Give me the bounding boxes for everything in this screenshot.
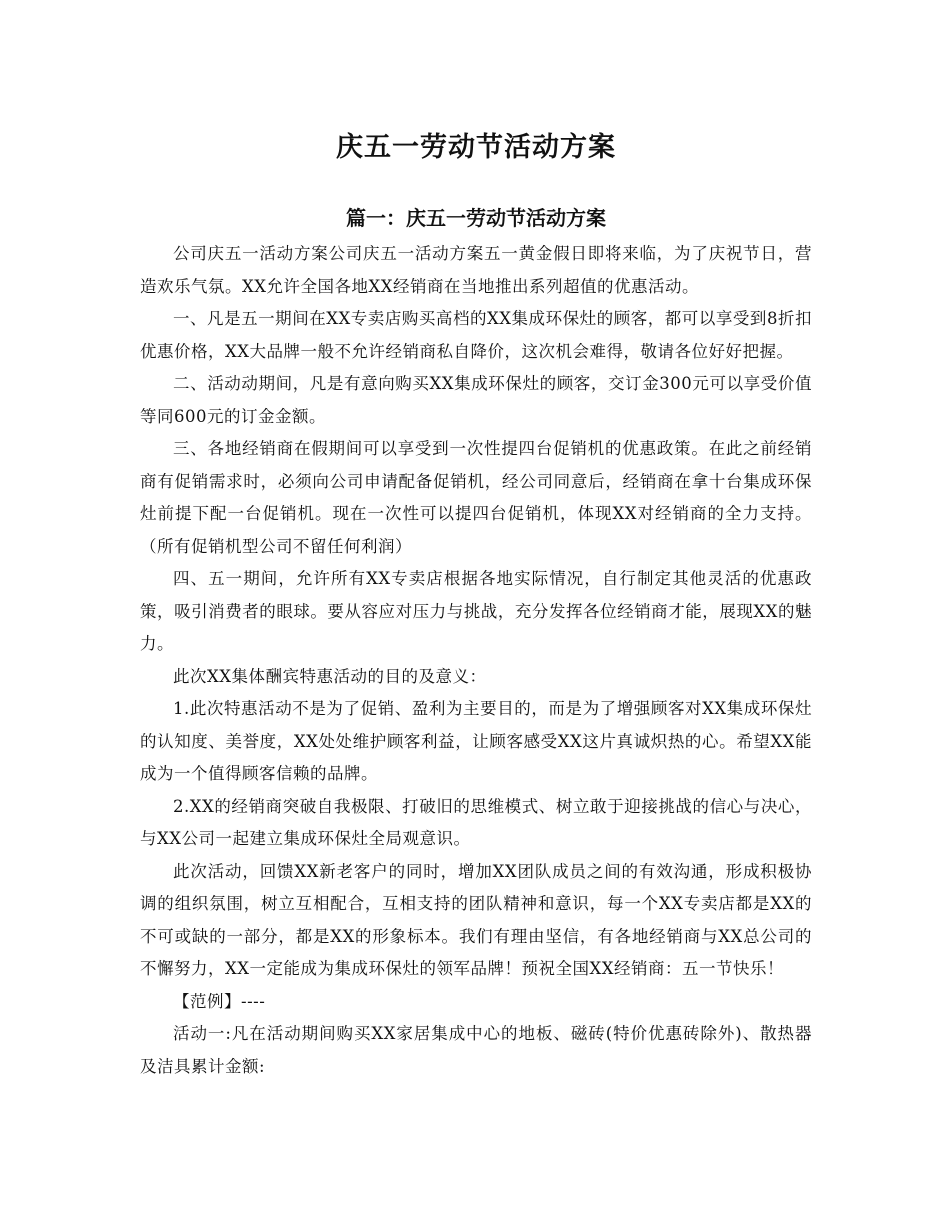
paragraph-purpose-2: 2.XX的经销商突破自我极限、打破旧的思维模式、树立敢于迎接挑战的信心与决心，与XX公司一起建立集成环保灶全局观意识。 bbox=[140, 796, 812, 848]
paragraph-example-label: 【范例】---- bbox=[173, 991, 266, 1011]
paragraph-summary: 此次活动，回馈XX新老客户的同时，增加XX团队成员之间的有效沟通，形成积极协调的组织氛围，树立互相配合，互相支持的团队精神和意识，每一个XX专卖店都是XX的不可或缺的一部分，都是XX的形象标本。我们有理由坚信，有各地经销商与XX总公司的不懈努力，XX一定能成为集成环保灶的领军品牌！预祝全国XX经销商：五一节快乐！ bbox=[140, 861, 812, 978]
document-page bbox=[140, 128, 812, 1083]
paragraph-intro: 公司庆五一活动方案公司庆五一活动方案五一黄金假日即将来临，为了庆祝节日，营造欢乐气氛。XX允许全国各地XX经销商在当地推出系列超值的优惠活动。 bbox=[140, 244, 812, 296]
paragraph-item-4: 四、五一期间，允许所有XX专卖店根据各地实际情况，自行制定其他灵活的优惠政策，吸引消费者的眼球。要从容应对压力与挑战，充分发挥各位经销商才能，展现XX的魅力。 bbox=[140, 569, 812, 653]
paragraph-item-3: 三、各地经销商在假期间可以享受到一次性提四台促销机的优惠政策。在此之前经销商有促销需求时，必须向公司申请配备促销机，经公司同意后，经销商在拿十台集成环保灶前提下配一台促销机。现在一次性可以提四台促销机，体现XX对经销商的全力支持。（所有促销机型公司不留任何利润） bbox=[140, 439, 812, 556]
paragraph-item-2: 二、活动动期间，凡是有意向购买XX集成环保灶的顾客，交订金300元可以享受价值等同600元的订金金额。 bbox=[140, 374, 812, 426]
paragraph-purpose-1: 1.此次特惠活动不是为了促销、盈利为主要目的，而是为了增强顾客对XX集成环保灶的认知度、美誉度，XX处处维护顾客利益，让顾客感受XX这片真诚炽热的心。希望XX能成为一个值得顾客信赖的品牌。 bbox=[140, 699, 812, 783]
document-title: 庆五一劳动节活动方案 bbox=[336, 132, 616, 163]
paragraph-activity-1: 活动一:凡在活动期间购买XX家居集成中心的地板、磁砖(特价优惠砖除外)、散热器及洁具累计金额: bbox=[140, 1024, 812, 1076]
paragraph-purpose-heading: 此次XX集体酬宾特惠活动的目的及意义： bbox=[173, 666, 487, 686]
section-title: 篇一：庆五一劳动节活动方案 bbox=[346, 206, 606, 230]
paragraph-item-1: 一、凡是五一期间在XX专卖店购买高档的XX集成环保灶的顾客，都可以享受到8折扣优惠价格，XX大品牌一般不允许经销商私自降价，这次机会难得，敬请各位好好把握。 bbox=[140, 309, 812, 361]
